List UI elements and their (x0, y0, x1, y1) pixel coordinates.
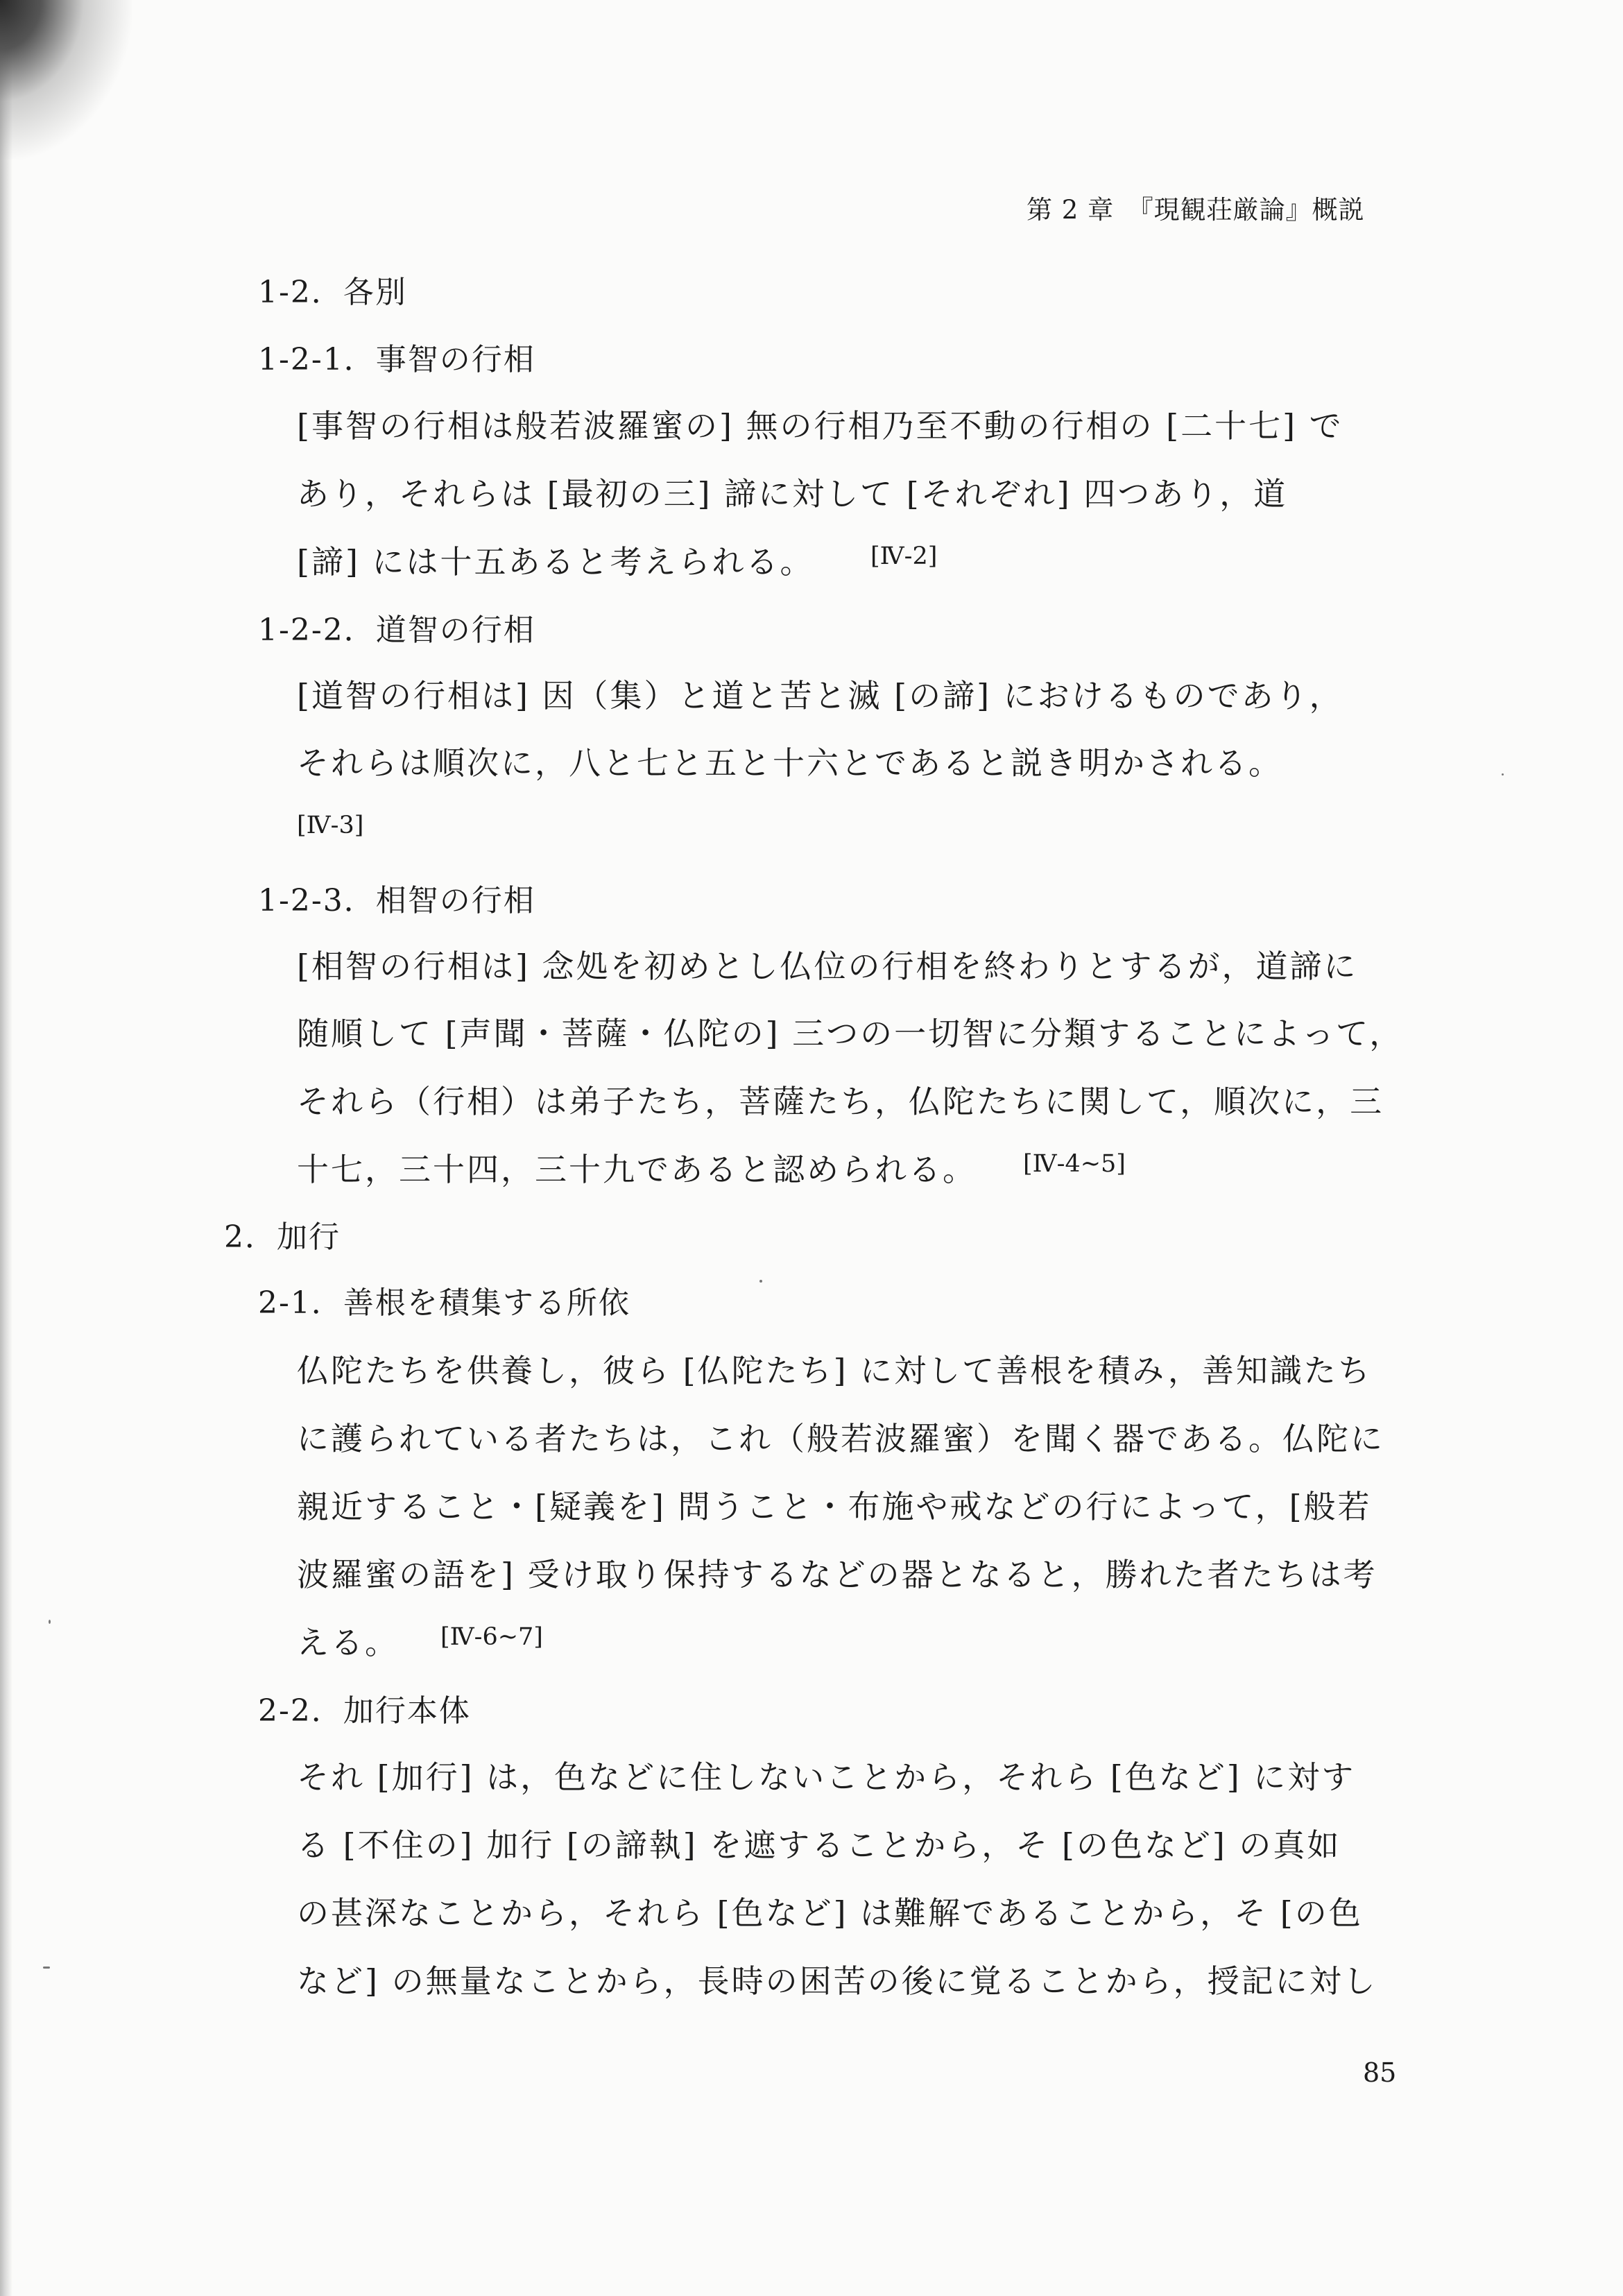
body-line: 波羅蜜の語を] 受け取り保持するなどの器となると，勝れた者たちは考 (297, 1556, 1377, 1593)
subsection-heading: 1-2-2．道智の行相 (258, 612, 535, 648)
scan-speck (43, 1967, 50, 1969)
body-line: 十七，三十四，三十九であると認められる。 (297, 1151, 977, 1188)
section-heading: 2．加行 (224, 1219, 341, 1255)
subsection-heading: 2-2．加行本体 (258, 1693, 471, 1729)
scan-speck (49, 1620, 51, 1624)
body-line: [道智の行相は] 因（集）と道と苦と滅 [の諦] におけるものであり， (297, 677, 1343, 714)
subsection-heading: 2-1．善根を積集する所依 (258, 1285, 630, 1321)
body-line: それら（行相）は弟子たち，菩薩たち，仏陀たちに関して，順次に，三 (297, 1083, 1384, 1120)
scan-edge-shadow (0, 0, 12, 2296)
section-heading: 1-2．各別 (258, 275, 407, 310)
body-line: [事智の行相は般若波羅蜜の] 無の行相乃至不動の行相の [二十七] で (297, 407, 1343, 445)
body-line: 仏陀たちを供養し，彼ら [仏陀たち] に対して善根を積み，善知識たち (297, 1352, 1372, 1389)
body-line: それらは順次に，八と七と五と十六とであると説き明かされる。 (297, 744, 1282, 782)
verse-reference: [Ⅳ-2] (870, 542, 938, 570)
body-line: 親近すること・[疑義を] 問うこと・布施や戒などの行によって，[般若 (297, 1488, 1372, 1525)
scan-speck (759, 1280, 762, 1283)
body-line: など] の無量なことから，長時の困苦の後に覚ることから，授記に対し (297, 1962, 1377, 2000)
subsection-heading: 1-2-1．事智の行相 (258, 342, 535, 377)
page-number: 85 (1363, 2057, 1397, 2088)
body-line: の甚深なことから，それら [色など] は難解であることから，そ [の色 (297, 1894, 1363, 1932)
verse-reference: [Ⅳ-3] (297, 812, 364, 839)
body-line: 随順して [声聞・菩薩・仏陀の] 三つの一切智に分類することによって， (297, 1015, 1404, 1052)
verse-reference: [Ⅳ-6~7] (440, 1623, 543, 1651)
scan-speck (1502, 773, 1504, 776)
body-line: に護られている者たちは，これ（般若波羅蜜）を聞く器である。仏陀に (297, 1420, 1384, 1457)
running-header: 第 2 章 『現観荘厳論』概説 (1027, 195, 1365, 225)
verse-reference: [Ⅳ-4~5] (1023, 1150, 1126, 1178)
body-line: える。 (297, 1624, 399, 1661)
scan-corner-shadow (0, 0, 132, 160)
body-line: それ [加行] は，色などに住しないことから，それら [色など] に対す (297, 1758, 1356, 1796)
body-line: あり，それらは [最初の三] 諦に対して [それぞれ] 四つあり，道 (297, 475, 1288, 513)
body-line: [相智の行相は] 念処を初めとし仏位の行相を終わりとするが，道諦に (297, 948, 1358, 985)
body-line: る [不住の] 加行 [の諦執] を遮することから，そ [の色など] の真如 (297, 1826, 1341, 1864)
body-line: [諦] には十五あると考えられる。 (297, 543, 814, 581)
subsection-heading: 1-2-3．相智の行相 (258, 883, 535, 918)
